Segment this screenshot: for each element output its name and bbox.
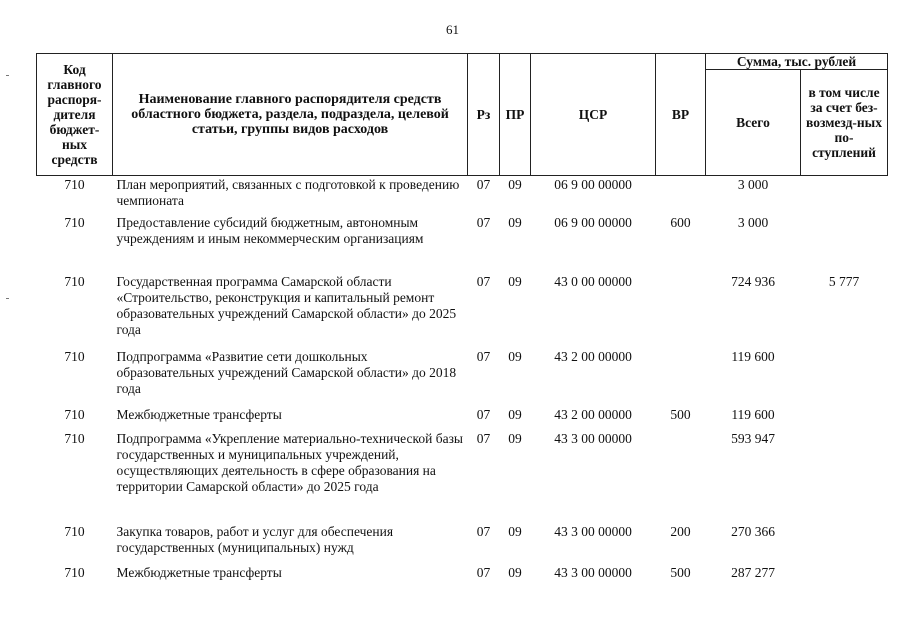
cell-total: 287 277 — [731, 564, 775, 580]
cell-total: 3 000 — [737, 214, 769, 230]
scan-margin-mark — [6, 298, 9, 299]
cell-rz: 07 — [476, 214, 491, 230]
cell-total: 593 947 — [731, 430, 775, 446]
cell-vr: 200 — [670, 523, 691, 539]
cell-vr: 500 — [670, 564, 691, 580]
cell-name: Закупка товаров, работ и услуг для обеспечения государственных (муниципальных) нужд — [116, 523, 394, 555]
cell-free — [801, 565, 888, 589]
cell-pr: 09 — [508, 430, 522, 446]
table-row — [37, 274, 888, 349]
table-row — [37, 524, 888, 565]
cell-rz: 07 — [476, 430, 491, 446]
cell-vr — [656, 274, 706, 349]
cell-csr: 43 0 00 00000 — [554, 273, 632, 289]
cell-code: 710 — [64, 348, 85, 364]
cell-name: Подпрограмма «Укрепление материально-технической базы государственных и муниципальных учреждений, осуществляющих деятельность в сфере образования на территории Самарской области» до 2025 года — [116, 430, 463, 494]
header-vr: ВР — [656, 54, 706, 176]
cell-name: Подпрограмма «Развитие сети дошкольных образовательных учреждений Самарской области» до 2018 года — [116, 348, 457, 396]
cell-total: 270 366 — [731, 523, 775, 539]
cell-name: План мероприятий, связанных с подготовкой к проведению чемпионата — [116, 177, 460, 208]
cell-vr — [656, 349, 706, 407]
cell-vr — [656, 431, 706, 524]
header-code: Код главного распоря-дителя бюджет-ных средств — [37, 54, 113, 176]
header-pr: ПР — [500, 54, 531, 176]
cell-pr: 09 — [508, 564, 522, 580]
cell-vr — [656, 176, 706, 215]
cell-csr: 43 2 00 00000 — [554, 406, 632, 422]
table-row — [37, 349, 888, 407]
cell-vr: 500 — [670, 406, 691, 422]
cell-name: Предоставление субсидий бюджетным, автономным учреждениям и иным некоммерческим организациям — [116, 214, 424, 246]
table-header — [37, 54, 888, 176]
header-name: Наименование главного распорядителя средств областного бюджета, раздела, подраздела, целевой статьи, группы видов расходов — [113, 54, 468, 176]
cell-name: Межбюджетные трансферты — [116, 406, 282, 422]
cell-code: 710 — [64, 523, 85, 539]
cell-total: 724 936 — [731, 273, 775, 289]
cell-code: 710 — [64, 406, 85, 422]
cell-rz: 07 — [476, 273, 491, 289]
cell-rz: 07 — [476, 523, 491, 539]
cell-free — [801, 215, 888, 274]
header-csr: ЦСР — [531, 54, 656, 176]
table-row — [37, 431, 888, 524]
cell-csr: 43 3 00 00000 — [554, 523, 632, 539]
cell-code: 710 — [64, 564, 85, 580]
table-row — [37, 407, 888, 431]
cell-free — [801, 524, 888, 565]
page-number: 61 — [446, 22, 459, 37]
cell-total: 119 600 — [731, 348, 775, 364]
table-row — [37, 176, 888, 215]
cell-code: 710 — [64, 177, 85, 192]
scan-margin-mark — [6, 75, 9, 76]
cell-free — [801, 176, 888, 215]
cell-pr: 09 — [508, 177, 522, 192]
cell-csr: 43 2 00 00000 — [554, 348, 632, 364]
cell-pr: 09 — [508, 348, 522, 364]
cell-name: Государственная программа Самарской области «Строительство, реконструкция и капитальный ремонт образовательных учреждений Самарской области» до 2025 года — [116, 273, 457, 337]
cell-code: 710 — [64, 273, 85, 289]
cell-csr: 06 9 00 00000 — [554, 214, 632, 230]
cell-free: 5 777 — [828, 273, 860, 289]
cell-pr: 09 — [508, 214, 522, 230]
header-sum: Сумма, тыс. рублей — [706, 54, 888, 70]
header-rz: Рз — [468, 54, 500, 176]
cell-code: 710 — [64, 214, 85, 230]
cell-rz: 07 — [476, 177, 491, 192]
table-body — [37, 176, 888, 589]
cell-code: 710 — [64, 430, 85, 446]
header-total: Всего — [706, 70, 801, 176]
table-row — [37, 565, 888, 589]
cell-vr: 600 — [670, 214, 691, 230]
cell-pr: 09 — [508, 523, 522, 539]
cell-free — [801, 349, 888, 407]
header-free: в том числе за счет без-возмезд-ных по-ступлений — [801, 70, 888, 176]
cell-free — [801, 431, 888, 524]
cell-free — [801, 407, 888, 431]
cell-name: Межбюджетные трансферты — [116, 564, 282, 580]
cell-pr: 09 — [508, 406, 522, 422]
cell-csr: 43 3 00 00000 — [554, 564, 632, 580]
budget-table — [36, 53, 888, 589]
cell-rz: 07 — [476, 564, 491, 580]
cell-csr: 06 9 00 00000 — [554, 177, 632, 192]
cell-total: 119 600 — [731, 406, 775, 422]
cell-total: 3 000 — [737, 177, 769, 192]
cell-rz: 07 — [476, 406, 491, 422]
table-row — [37, 215, 888, 274]
cell-rz: 07 — [476, 348, 491, 364]
cell-pr: 09 — [508, 273, 522, 289]
cell-csr: 43 3 00 00000 — [554, 430, 632, 446]
